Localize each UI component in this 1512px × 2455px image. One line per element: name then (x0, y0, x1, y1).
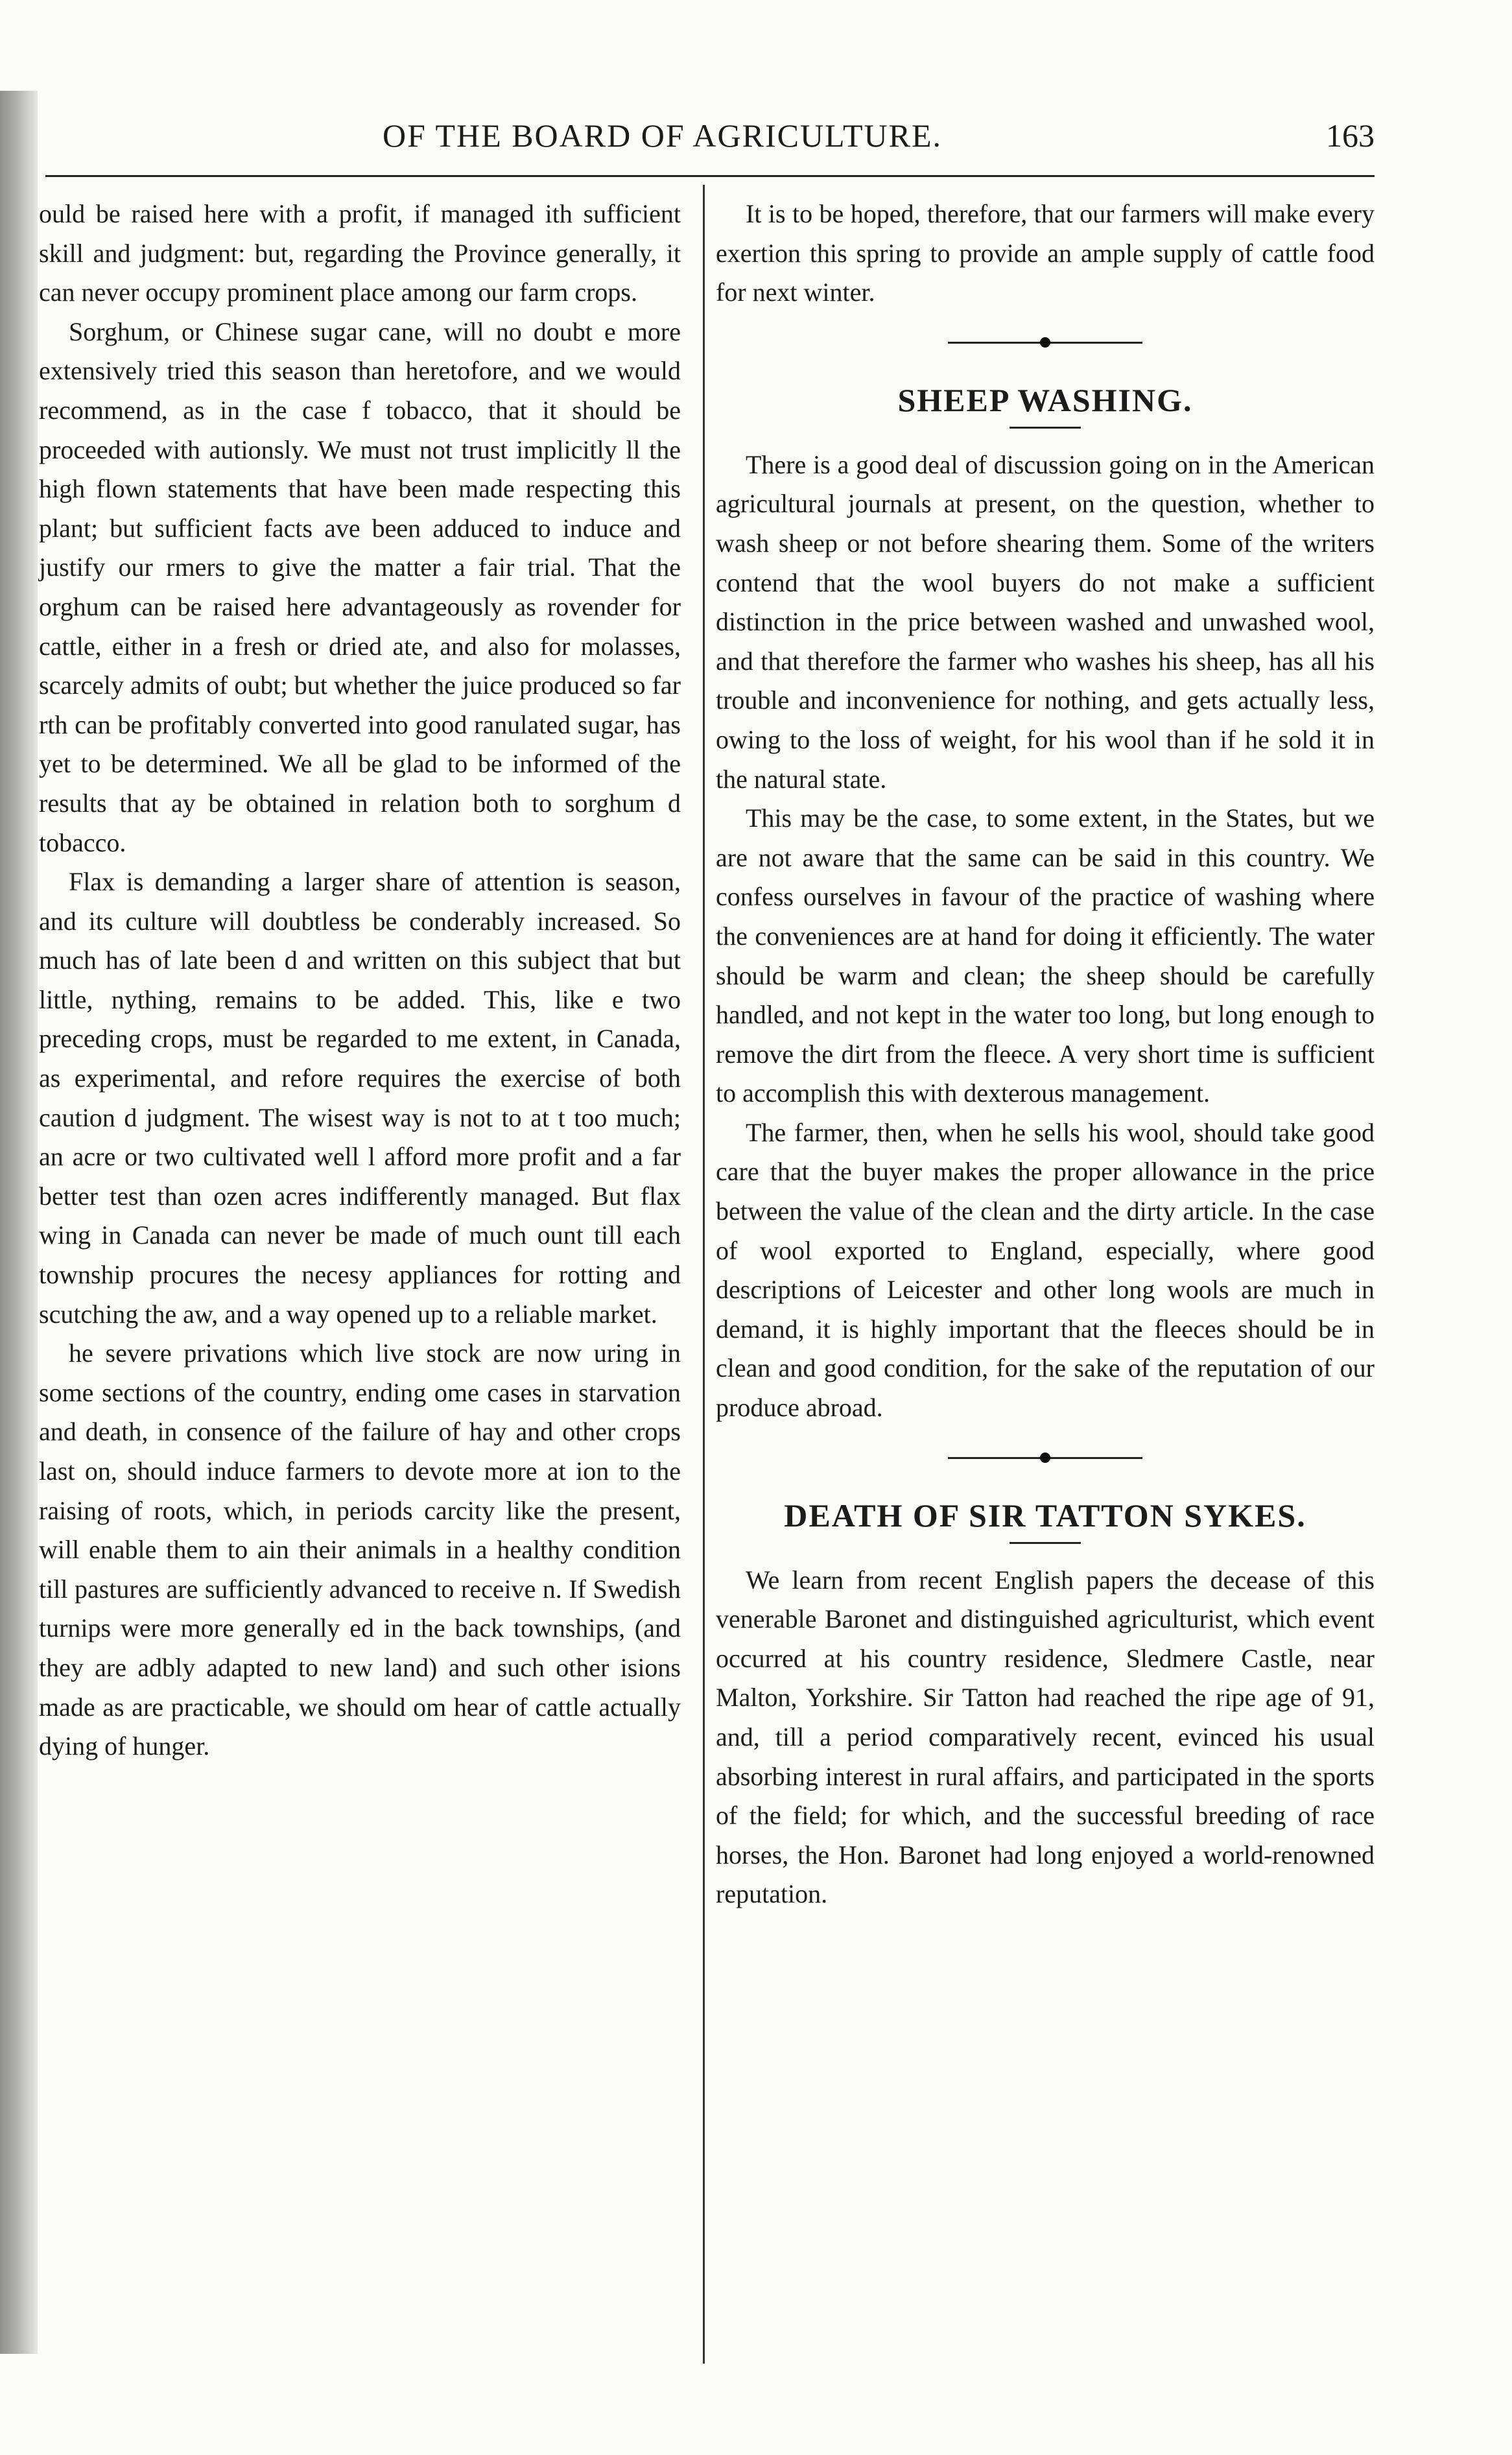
right-column (716, 195, 1375, 1914)
page-number: 163 (1326, 117, 1375, 154)
heading-underline (1010, 427, 1081, 429)
left-paragraph-1: ould be raised here with a profit, if managed ith sufficient skill and judgment: but, regarding the Province generally, it can never occupy prominent place among our farm crops. (39, 199, 681, 307)
section-ornament (716, 313, 1375, 371)
sykes-paragraph-1: We learn from recent English papers the decease of this venerable Baronet and distinguished agriculturist, which event occurred at his country residence, Sledmere Castle, near Malton, Yorkshire. Sir Tatton had reached the ripe age of 91, and, till a period comparatively recent, evinced his usual absorbing interest in rural affairs, and participated in the sports of the field; for which, and the successful breeding of race horses, the Hon. Baronet had long enjoyed a world-renowned reputation. (716, 1565, 1375, 1909)
sheep-paragraph-1: There is a good deal of discussion going on in the American agricultural journals at present, on the question, whether to wash sheep or not before shearing them. Some of the writers contend that the wool buyers do not make a sufficient distinction in the price between washed and unwashed wool, and that therefore the farmer who washes his sheep, has all his trouble and inconvenience for nothing, and gets actually less, owing to the loss of weight, for his wool than if he sold it in the natural state. (716, 449, 1375, 794)
left-column (39, 195, 681, 1766)
left-paragraph-flax: Flax is demanding a larger share of attention is season, and its culture will doubtless be conderably increased. So much has of late been d and written on this subject that but little, nything, remains to be added. This, like e two preceding crops, must be regarded to me extent, in Canada, as experimental, and refore requires the exercise of both caution d judgment. The wisest way is not to at t too much; an acre or two cultivated well l afford more profit and a far better test than ozen acres indifferently managed. But flax wing in Canada can never be made of much ount till each township procures the necesy appliances for rotting and scutching the aw, and a way opened up to a reliable market. (39, 867, 681, 1329)
column-divider (703, 185, 705, 2364)
ornament-dot (1040, 337, 1050, 348)
heading-death-of-sir-tatton-sykes: DEATH OF SIR TATTON SYKES. (784, 1497, 1306, 1534)
left-paragraph-livestock: he severe privations which live stock are now uring in some sections of the country, ending ome cases in starvation and death, in consence of the failure of hay and other crops last on, should induce farmers to devote more at ion to the raising of roots, which, in periods carcity like the present, will enable them to ain their animals in a healthy condition till pastures are sufficiently advanced to receive n. If Swedish turnips were more generally ed in the back townships, (and they are adbly adapted to new land) and such other isions made as are practicable, we should om hear of cattle actually dying of hunger. (39, 1338, 681, 1761)
heading-sheep-washing: SHEEP WASHING. (897, 381, 1193, 418)
ornament-dot (1040, 1453, 1050, 1463)
running-title: OF THE BOARD OF AGRICULTURE. (383, 117, 943, 154)
page-header (45, 117, 1375, 169)
section-ornament (716, 1428, 1375, 1486)
sheep-paragraph-3: The farmer, then, when he sells his wool, should take good care that the buyer makes the proper allowance in the price between the value of the clean and the dirty article. In the case of wool exported to England, especially, where good descriptions of Leicester and other long wools are much in demand, it is highly important that the fleeces should be in clean and good condition, for the sake of the reputation of our produce abroad. (716, 1117, 1375, 1423)
left-paragraph-sorghum: Sorghum, or Chinese sugar cane, will no doubt e more extensively tried this season than heretofore, and we would recommend, as in the case f tobacco, that it should be proceeded with autionsly. We must not trust implicitly ll the high flown statements that have been made respecting this plant; but sufficient facts ave been adduced to induce and justify our rmers to give the matter a fair trial. That the orghum can be raised here advantageously as rovender for cattle, either in a fresh or dried ate, and also for molasses, scarcely admits of oubt; but whether the juice produced so far rth can be profitably converted into good ranulated sugar, has yet to be determined. We all be glad to be informed of the results that ay be obtained in relation both to sorghum d tobacco. (39, 316, 681, 857)
sheep-paragraph-2: This may be the case, to some extent, in the States, but we are not aware that the same can be said in this country. We confess ourselves in favour of the practice of washing where the conveniences are at hand for doing it efficiently. The water should be warm and clean; the sheep should be carefully handled, and not kept in the water too long, but long enough to remove the dirt from the fleece. A very short time is sufficient to accomplish this with dexterous management. (716, 803, 1375, 1108)
heading-underline (1010, 1542, 1081, 1544)
right-paragraph-1: It is to be hoped, therefore, that our farmers will make every exertion this spring to provide an ample supply of cattle food for next winter. (716, 199, 1375, 307)
page-binding-shadow (0, 91, 38, 2354)
header-rule (45, 175, 1375, 177)
